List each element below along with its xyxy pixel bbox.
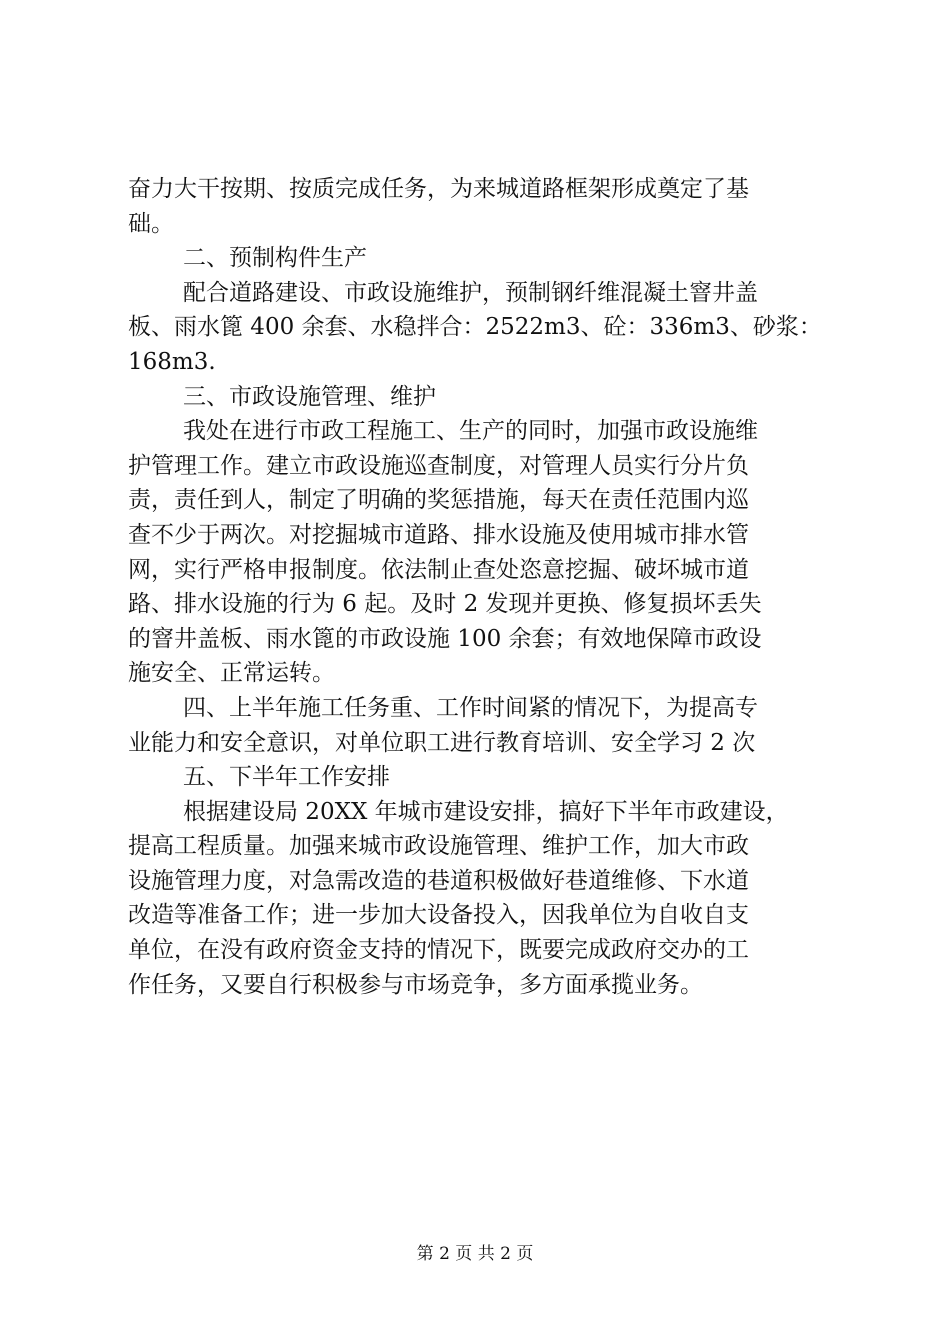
section-heading: 二、预制构件生产 [183, 245, 367, 272]
text-line: 配合道路建设、市政设施维护，预制钢纤维混凝土窨井盖 [183, 279, 758, 306]
text-line: 168m3. [128, 348, 216, 375]
page-footer: 第 2 页 共 2 页 [416, 1244, 534, 1264]
text-line: 单位，在没有政府资金支持的情况下，既要完成政府交办的工 [128, 937, 749, 964]
text-line: 设施管理力度，对急需改造的巷道积极做好巷道维修、下水道 [128, 867, 749, 894]
text-line: 础。 [128, 210, 174, 237]
section-heading: 五、下半年工作安排 [183, 764, 390, 791]
text-line: 奋力大干按期、按质完成任务，为来城道路框架形成奠定了基 [128, 176, 749, 202]
text-line: 板、雨水篦 400 余套、水稳拌合：2522m3、砼：336m3、砂浆： [128, 314, 822, 341]
text-line: 改造等准备工作；进一步加大设备投入，因我单位为自收自支 [128, 902, 749, 929]
section-heading: 三、市政设施管理、维护 [183, 383, 436, 410]
text-line: 责，责任到人，制定了明确的奖惩措施，每天在责任范围内巡 [128, 487, 749, 514]
section-heading: 四、上半年施工任务重、工作时间紧的情况下，为提高专 [183, 694, 758, 721]
text-line: 的窨井盖板、雨水篦的市政设施 100 余套；有效地保障市政设 [128, 625, 762, 652]
text-line: 根据建设局 20XX 年城市建设安排，搞好下半年市政建设， [183, 798, 789, 825]
text-line: 提高工程质量。加强来城市政设施管理、维护工作，加大市政 [128, 833, 749, 860]
text-line: 查不少于两次。对挖掘城市道路、排水设施及使用城市排水管 [128, 521, 749, 548]
text-line: 施安全、正常运转。 [128, 660, 335, 687]
text-line: 路、排水设施的行为 6 起。及时 2 发现并更换、修复损坏丢失 [128, 591, 762, 618]
body-text [128, 172, 830, 1002]
text-line: 护管理工作。建立市政设施巡查制度，对管理人员实行分片负 [128, 452, 749, 479]
text-line: 业能力和安全意识，对单位职工进行教育培训、安全学习 2 次 [128, 729, 756, 756]
text-line: 作任务，又要自行积极参与市场竞争，多方面承揽业务。 [128, 971, 703, 998]
text-line: 我处在进行市政工程施工、生产的同时，加强市政设施维 [183, 418, 758, 445]
text-line: 网，实行严格申报制度。依法制止查处恣意挖掘、破坏城市道 [128, 556, 749, 583]
